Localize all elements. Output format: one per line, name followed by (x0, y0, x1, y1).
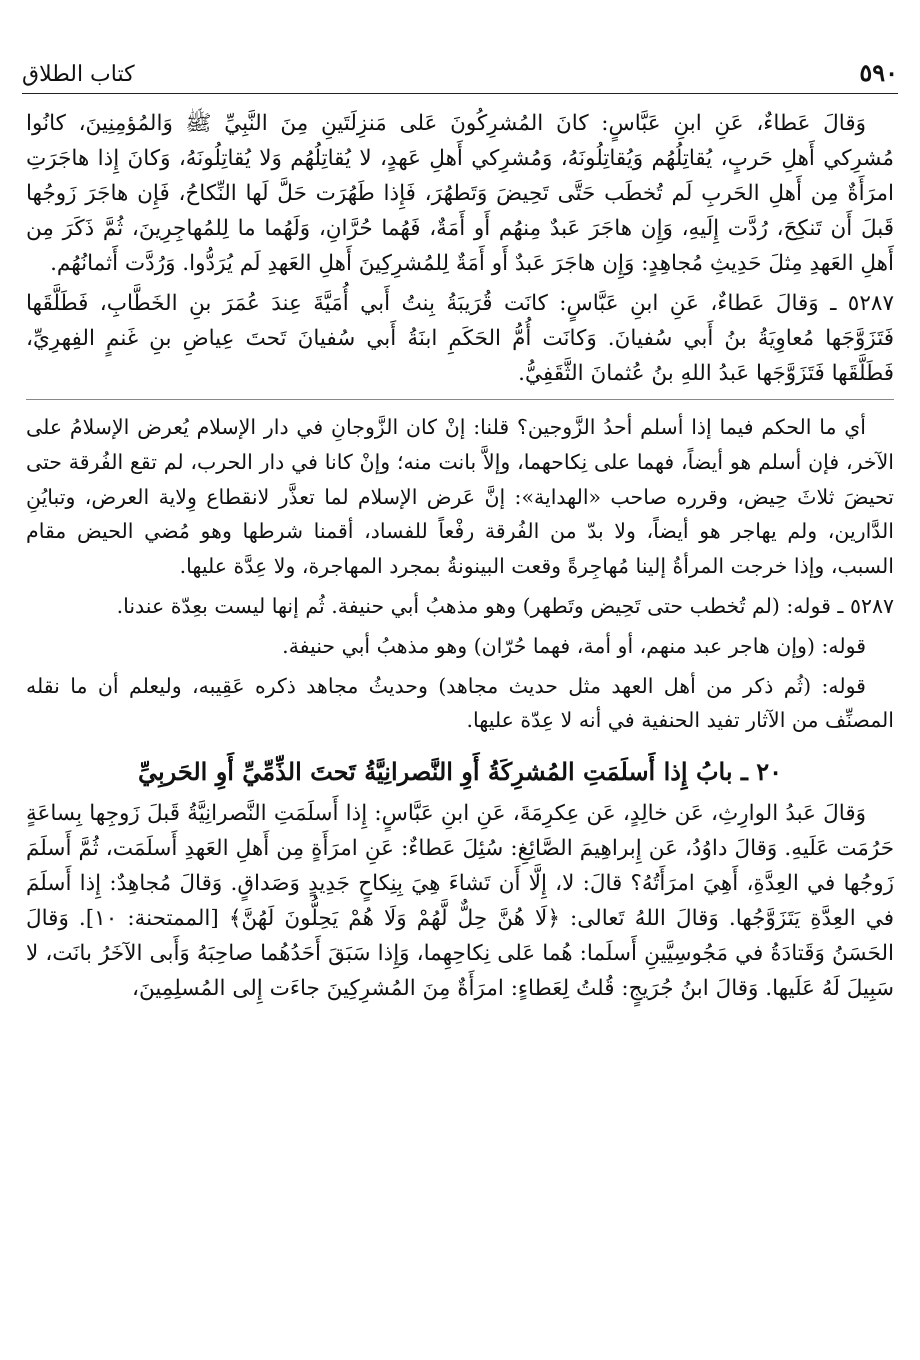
commentary-paragraph: ٥٢٨٧ ـ قوله: (لم تُخطب حتى تَحِيض وتَطهر) وهو مذهبُ أبي حنيفة. ثُم إنها ليست بعِدّة عندنا. (116, 593, 894, 618)
hadith-5287: ٥٢٨٧ ـ وَقالَ عَطاءٌ، عَنِ ابنِ عَبَّاسٍ: كانَت قُرَيبَةُ بِنتُ أَبي أُمَيَّةَ عِندَ عُمَرَ بنِ الخَطَّابِ، فَطَلَّقَها فَتَزَوَّجَها مُعاوِيَةُ بنُ أَبي سُفيانَ. وَكانَت أُمُّ الحَكَمِ ابنَةُ أَبي سُفيانَ تَحتَ عِياضِ بنِ غَنمٍ الفِهرِيِّ، فَطَلَّقَها فَتَزَوَّجَها عَبدُ اللهِ بنُ عُثمانَ الثَّقَفِيُّ. (26, 291, 894, 386)
commentary-separator (26, 399, 894, 400)
commentary-paragraph: قوله: (ثُم ذكر من أهل العهد مثل حديث مجاهد) وحديثُ مجاهد ذكره عَقِيبه، وليعلم أن ما نقله المصنِّف من الآثار تفيد الحنفية في أنه لا عِدّة عليها. (26, 673, 894, 733)
page-number: ٥٩٠ (859, 58, 898, 87)
book-title: كتاب الطلاق (22, 62, 135, 87)
chapter-text: وَقالَ عَبدُ الوارِثِ، عَن خالِدٍ، عَن عِكرِمَةَ، عَنِ ابنِ عَبَّاسٍ: إِذا أَسلَمَتِ النَّصرانِيَّةُ قَبلَ زَوجِها بِساعَةٍ حَرُمَت عَلَيهِ. وَقالَ داوُدُ، عَن إِبراهِيمَ الصَّائِغِ: سُئِلَ عَطاءٌ: عَنِ امرَأَةٍ مِن أَهلِ العَهدِ أَسلَمَت، ثُمَّ أَسلَمَ زَوجُها في العِدَّةِ، أَهِيَ امرَأَتُهُ؟ قالَ: لا، إِلَّا أَن تَشاءَ هِيَ بِنِكاحٍ جَدِيدٍ وَصَداقٍ. وَقالَ مُجاهِدٌ: إِذا أَسلَمَ في العِدَّةِ يَتَزَوَّجُها. وَقالَ اللهُ تَعالى: ﴿لَا هُنَّ حِلٌّ لَّهُمْ وَلَا هُمْ يَحِلُّونَ لَهُنَّ﴾ [الممتحنة: ١٠]. وَقالَ الحَسَنُ وَقَتادَةُ في مَجُوسِيَّينِ أَسلَما: هُما عَلى نِكاحِهِما، وَإِذا سَبَقَ أَحَدُهُما صاحِبَهُ وَأَبى الآخَرُ بانَت، لا سَبِيلَ لَهُ عَلَيها. وَقالَ ابنُ جُرَيجٍ: قُلتُ لِعَطاءٍ: امرَأَةٌ مِنَ المُشرِكِينَ جاءَت إِلى المُسلِمِينَ، (26, 801, 894, 1002)
chapter-heading: ٢٠ ـ بابُ إِذا أَسلَمَتِ المُشرِكَةُ أَوِ النَّصرانِيَّةُ تَحتَ الذِّمِّيِّ أَوِ الحَربِيِّ (137, 757, 783, 787)
page-content (26, 106, 894, 1006)
commentary-paragraph: أي ما الحكم فيما إذا أسلم أحدُ الزَّوجين؟ قلنا: إنْ كان الزَّوجانِ في دار الإسلام يُعرض الإسلامُ على الآخر، فإن أسلم هو أيضاً، فهما على نِكاحهما، وإلاَّ بانت منه؛ وإنْ كانا في دار الحرب، لم تقع الفُرقة حتى تحيضَ ثلاثَ حِيض، وقرره صاحب «الهداية»: إنَّ عَرض الإسلام لما تعذَّر لانقطاع وِلاية العرض، وتبايُنِ الدَّارين، ولم يهاجر هو أيضاً، ولا بدّ من الفُرقة رفْعاً للفساد، أقمنا شرطها وهو مُضي الحيض مقام السبب، وإذا خرجت المرأةُ إلينا مُهاجِرةً وقعت البينونةُ بمجرد المهاجرة، ولا عِدَّة عليها. (26, 415, 894, 579)
hadith-text-ata: وَقالَ عَطاءٌ، عَنِ ابنِ عَبَّاسٍ: كانَ المُشرِكُونَ عَلى مَنزِلَتَينِ مِنَ النَّبِيِّ ﷺ وَالمُؤمِنِينَ، كانُوا مُشرِكي أَهلِ حَربٍ، يُقاتِلُهُم وَيُقاتِلُونَهُ، وَمُشرِكي أَهلِ عَهدٍ، لا يُقاتِلُهُم وَلا يُقاتِلُونَهُ، وَكانَ إِذا هاجَرَتِ امرَأَةٌ مِن أَهلِ الحَربِ لَم تُخطَب حَتَّى تَحِيضَ وَتَطهُرَ، فَإِذا طَهُرَت حَلَّ لَها النِّكاحُ، فَإِن هاجَرَ زَوجُها قَبلَ أَن تَنكِحَ، رُدَّت إِلَيهِ، وَإِن هاجَرَ عَبدٌ مِنهُم أَو أَمَةٌ، فَهُما حُرَّانِ، وَلَهُما ما لِلمُهاجِرِينَ، ثُمَّ ذَكَرَ مِن أَهلِ العَهدِ مِثلَ حَدِيثِ مُجاهِدٍ: وَإِن هاجَرَ عَبدٌ أَو أَمَةٌ لِلمُشرِكِينَ أَهلِ العَهدِ لَم يُرَدُّوا. وَرُدَّت أَثمانُهُم. (26, 111, 894, 276)
page-header (22, 52, 898, 94)
commentary-paragraph: قوله: (وإن هاجر عبد منهم، أو أمة، فهما حُرّان) وهو مذهبُ أبي حنيفة. (282, 633, 866, 658)
